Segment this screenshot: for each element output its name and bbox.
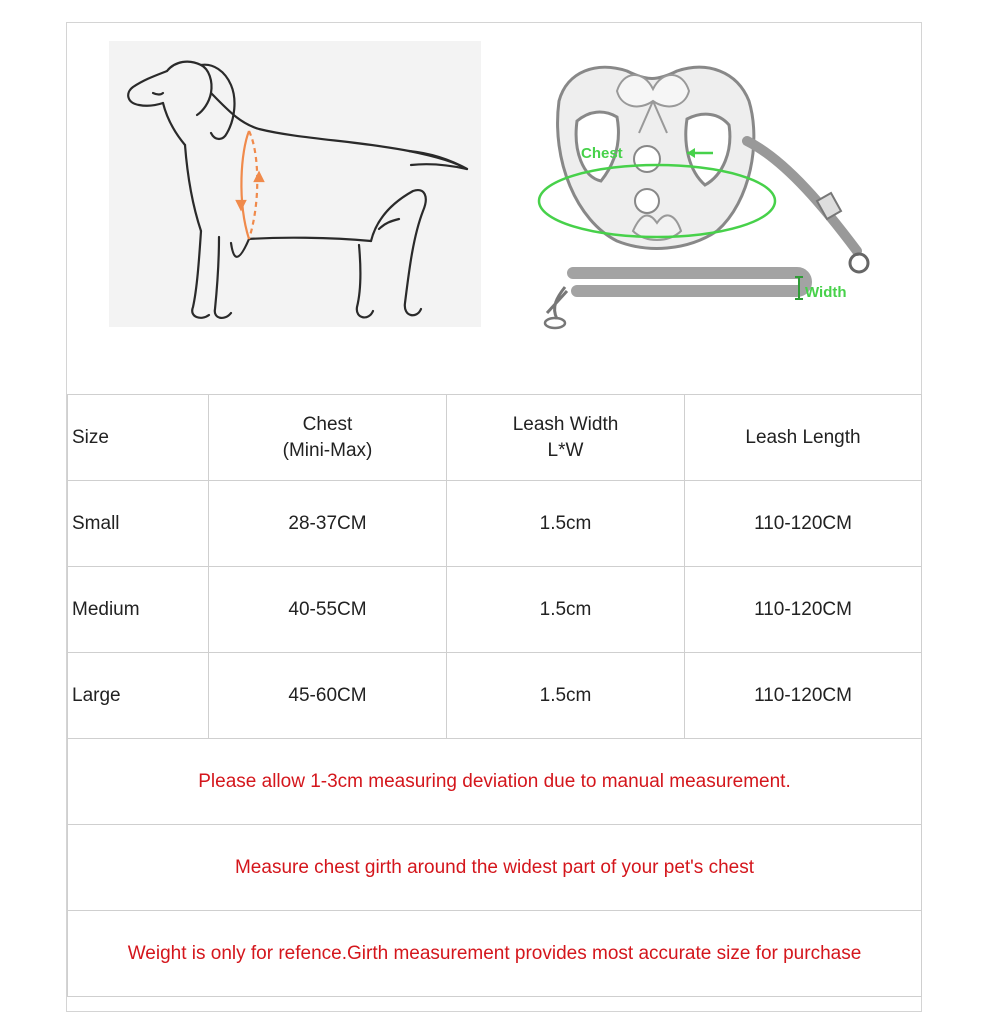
header-leash-width-label: Leash Width [512, 413, 619, 435]
header-leash-width-sublabel: L*W [547, 439, 584, 461]
size-cell: Medium [68, 567, 209, 653]
dog-outline-image [109, 41, 481, 327]
table-row [68, 653, 922, 739]
dog-diagram [109, 41, 481, 327]
table-row [68, 481, 922, 567]
table-header-row [68, 395, 922, 481]
size-cell: Small [68, 481, 209, 567]
chest-cell: 45-60CM [209, 653, 447, 739]
deviation-note: Please allow 1-3cm measuring deviation due to manual measurement. [68, 739, 922, 825]
size-chart-sheet [66, 22, 922, 1012]
size-table [67, 394, 922, 997]
header-size-label: Size [72, 426, 109, 448]
harness-diagram [537, 41, 877, 341]
note-row [68, 825, 922, 911]
weight-note: Weight is only for refence.Girth measurement provides most accurate size for purchase [68, 911, 922, 997]
measure-note: Measure chest girth around the widest part of your pet's chest [68, 825, 922, 911]
chest-label: Chest [581, 145, 623, 162]
chest-cell: 28-37CM [209, 481, 447, 567]
size-cell: Large [68, 653, 209, 739]
header-chest-sublabel: (Mini-Max) [282, 439, 373, 461]
width-label: Width [805, 284, 847, 301]
header-leash-length [685, 395, 922, 481]
table-row [68, 567, 922, 653]
leash-width-cell: 1.5cm [447, 481, 685, 567]
header-chest-label: Chest [302, 413, 353, 435]
chest-cell: 40-55CM [209, 567, 447, 653]
note-row [68, 911, 922, 997]
header-size [68, 395, 209, 481]
leash-width-cell: 1.5cm [447, 653, 685, 739]
leash-length-cell: 110-120CM [685, 481, 922, 567]
harness-leash-image [537, 41, 877, 341]
leash-length-cell: 110-120CM [685, 567, 922, 653]
leash-length-cell: 110-120CM [685, 653, 922, 739]
header-leash-length-label: Leash Length [745, 426, 861, 448]
leash-width-cell: 1.5cm [447, 567, 685, 653]
note-row [68, 739, 922, 825]
header-chest [209, 395, 447, 481]
illustration-area [67, 23, 921, 395]
header-leash-width [447, 395, 685, 481]
